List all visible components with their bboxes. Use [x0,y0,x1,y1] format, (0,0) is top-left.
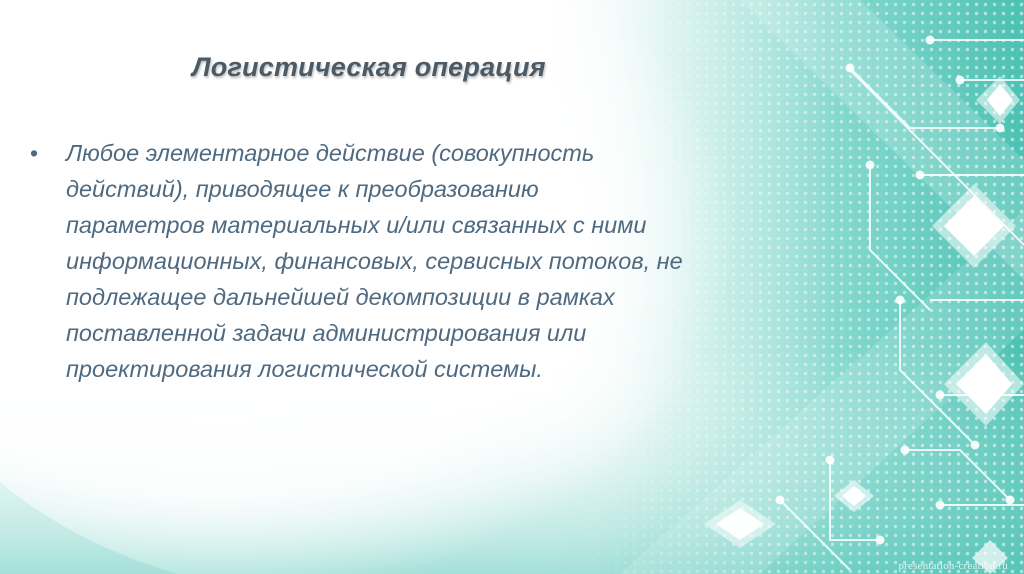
bullet-line: Любое элементарное действие (совокупность [66,140,595,166]
bullet-line: подлежащее дальнейшей декомпозиции в рамках [66,284,615,310]
bullet-marker: • [30,140,39,166]
bullet-line: поставленной задачи администрирования или [66,320,587,346]
bullet-line: проектирования логистической системы. [66,356,543,382]
bullet-line: информационных, финансовых, сервисных потоков, не [66,248,683,274]
bullet-line: действий), приводящее к преобразованию [66,176,539,202]
bullet-text [66,135,750,387]
bullet-line: параметров материальных и/или связанных с ними [66,212,647,238]
slide-title: Логистическая операция [192,52,546,82]
bullet-list [30,135,750,387]
watermark: presentation-creation.ru [898,560,1008,572]
bullet-item [30,135,750,387]
